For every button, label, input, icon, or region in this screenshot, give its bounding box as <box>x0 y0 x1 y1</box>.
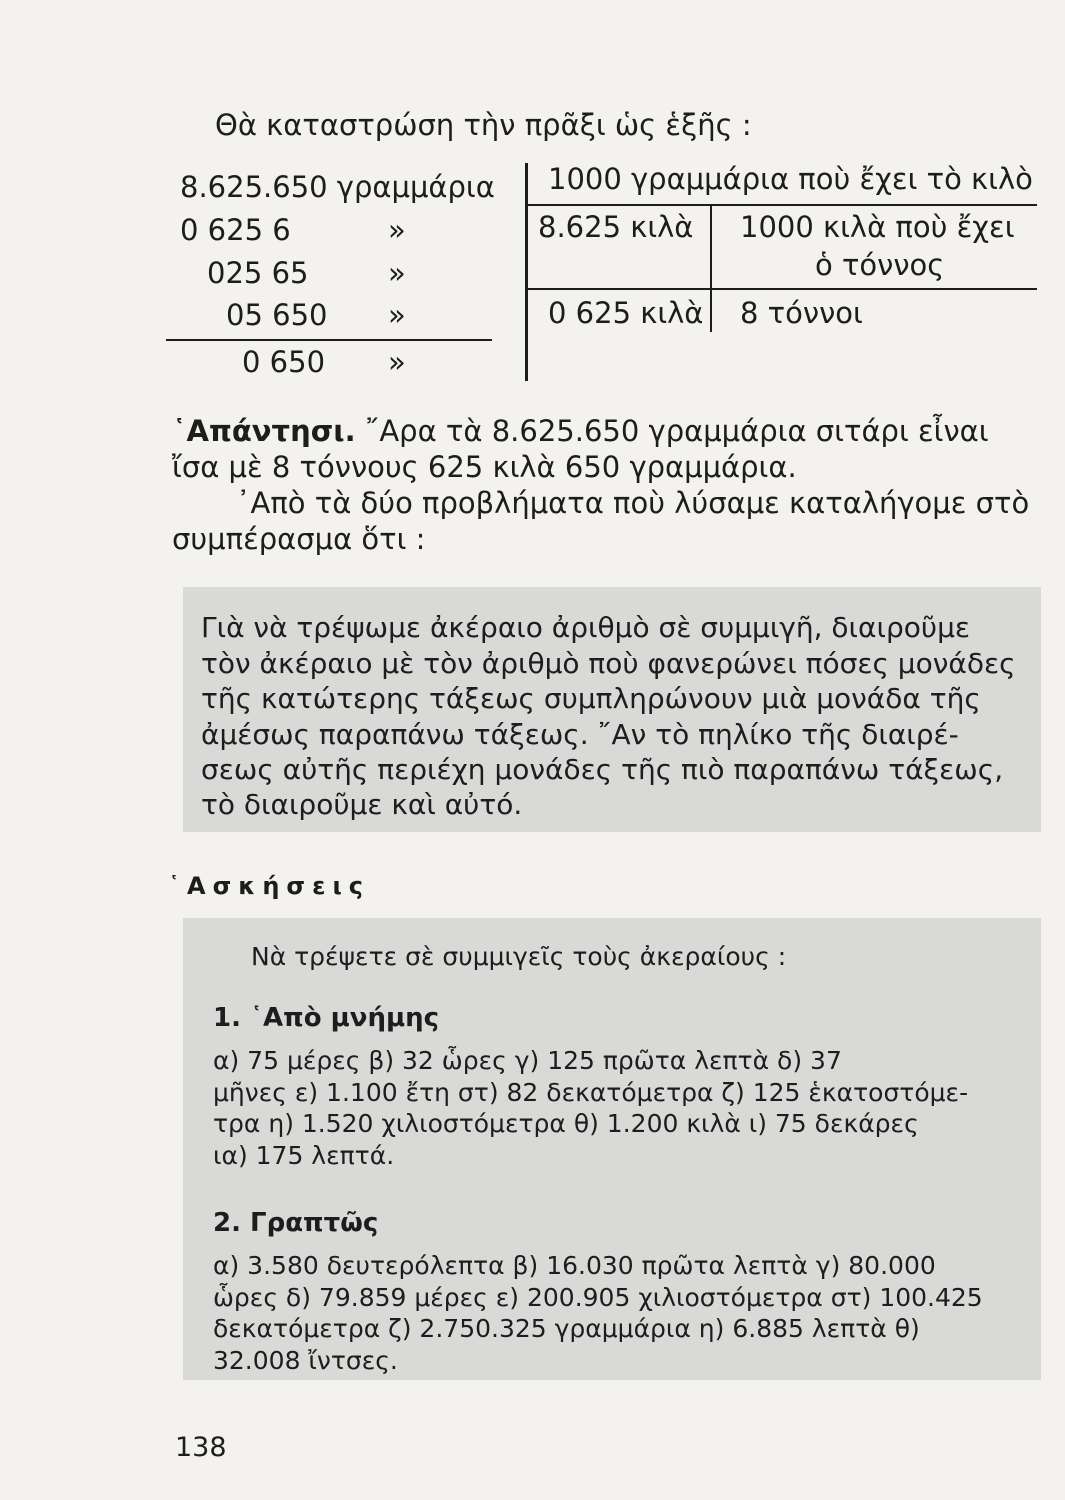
division-vertical-line <box>525 163 528 381</box>
rule-line-3: τῆς κατώτερης τάξεως συμπληρώνουν μιὰ μονάδα τῆς <box>201 682 981 715</box>
part2-title: 2. Γραπτῶς <box>213 1208 379 1238</box>
division-underline <box>166 339 492 341</box>
division-divisor-2-line2: ὁ τόννος <box>815 248 945 282</box>
division-guillemet-3: » <box>388 256 406 290</box>
part1-line-1: α) 75 μέρες β) 32 ὧρες γ) 125 πρῶτα λεπτὰ δ) 37 <box>213 1046 842 1075</box>
part2-line-4: 32.008 ἴντσες. <box>213 1346 398 1375</box>
part2-line-1: α) 3.580 δευτερόλεπτα β) 16.030 πρῶτα λεπτὰ γ) 80.000 <box>213 1251 936 1280</box>
division-divisor-line <box>525 204 1037 206</box>
part1-line-2: μῆνες ε) 1.100 ἔτη στ) 82 δεκατόμετρα ζ) 125 ἑκατοστόμε- <box>213 1078 969 1107</box>
exercises-instruction: Νὰ τρέψετε σὲ συμμιγεῖς τοὺς ἀκεραίους : <box>251 942 787 971</box>
exercises-title: ῾Ασκήσεις <box>168 872 371 900</box>
division-row-2: 0 625 6 <box>180 213 291 247</box>
division-divisor-2-line1: 1000 κιλὰ ποὺ ἔχει <box>740 210 1015 244</box>
division-row-4: 05 650 <box>226 298 328 332</box>
answer-line-3: ᾿Απὸ τὰ δύο προβλήματα ποὺ λύσαμε καταλήγομε στὸ <box>236 486 1030 520</box>
part2-line-2: ὧρες δ) 79.859 μέρες ε) 200.905 χιλιοστόμετρα στ) 100.425 <box>213 1283 983 1312</box>
division-inner-vertical-line <box>710 204 712 332</box>
intro-text: Θὰ καταστρώση τὴν πρᾶξι ὡς ἑξῆς : <box>215 108 752 142</box>
part1-title: 1. ῾Απὸ μνήμης <box>213 1003 440 1033</box>
rule-line-2: τὸν ἀκέραιο μὲ τὸν ἀριθμὸ ποὺ φανερώνει πόσες μονάδες <box>201 647 1016 680</box>
rule-line-1: Γιὰ νὰ τρέψωμε ἀκέραιο ἀριθμὸ σὲ συμμιγῆ, διαιροῦμε <box>201 611 971 644</box>
page-number: 138 <box>175 1432 227 1463</box>
division-remainder-2: 0 625 κιλὰ <box>548 296 704 330</box>
answer-line-1-text: ῎Αρα τὰ 8.625.650 γραμμάρια σιτάρι εἶναι <box>355 414 989 448</box>
part1-line-3: τρα η) 1.520 χιλιοστόμετρα θ) 1.200 κιλὰ ι) 75 δεκάρες <box>213 1109 919 1138</box>
rule-box <box>183 587 1041 832</box>
part2-line-3: δεκατόμετρα ζ) 2.750.325 γραμμάρια η) 6.885 λεπτὰ θ) <box>213 1314 920 1343</box>
division-quotient-2: 8 τόννοι <box>740 296 863 330</box>
division-guillemet-2: » <box>388 213 406 247</box>
division-divisor-1: 1000 γραμμάρια ποὺ ἔχει τὸ κιλὸ <box>548 162 1033 196</box>
rule-line-4: ἀμέσως παραπάνω τάξεως. ῎Αν τὸ πηλίκο τῆς διαιρέ- <box>201 718 959 751</box>
answer-line-4: συμπέρασμα ὅτι : <box>172 522 426 556</box>
division-row-remainder: 0 650 <box>242 345 326 379</box>
division-row-3: 025 65 <box>207 256 309 290</box>
division-guillemet-4: » <box>388 298 406 332</box>
division-inner-horizontal-line <box>525 288 1037 290</box>
rule-line-5: σεως αὐτῆς περιέχη μονάδες τῆς πιὸ παραπάνω τάξεως, <box>201 753 1004 786</box>
answer-label: ῾Απάντησι. <box>172 414 356 448</box>
part1-line-4: ια) 175 λεπτά. <box>213 1141 395 1170</box>
division-row-dividend: 8.625.650 γραμμάρια <box>180 170 495 204</box>
rule-line-6: τὸ διαιροῦμε καὶ αὐτό. <box>201 788 523 821</box>
division-quotient-1: 8.625 κιλὰ <box>538 210 694 244</box>
answer-line-2: ἴσα μὲ 8 τόννους 625 κιλὰ 650 γραμμάρια. <box>172 450 797 484</box>
exercises-box <box>183 918 1041 1380</box>
division-guillemet-5: » <box>388 345 406 379</box>
